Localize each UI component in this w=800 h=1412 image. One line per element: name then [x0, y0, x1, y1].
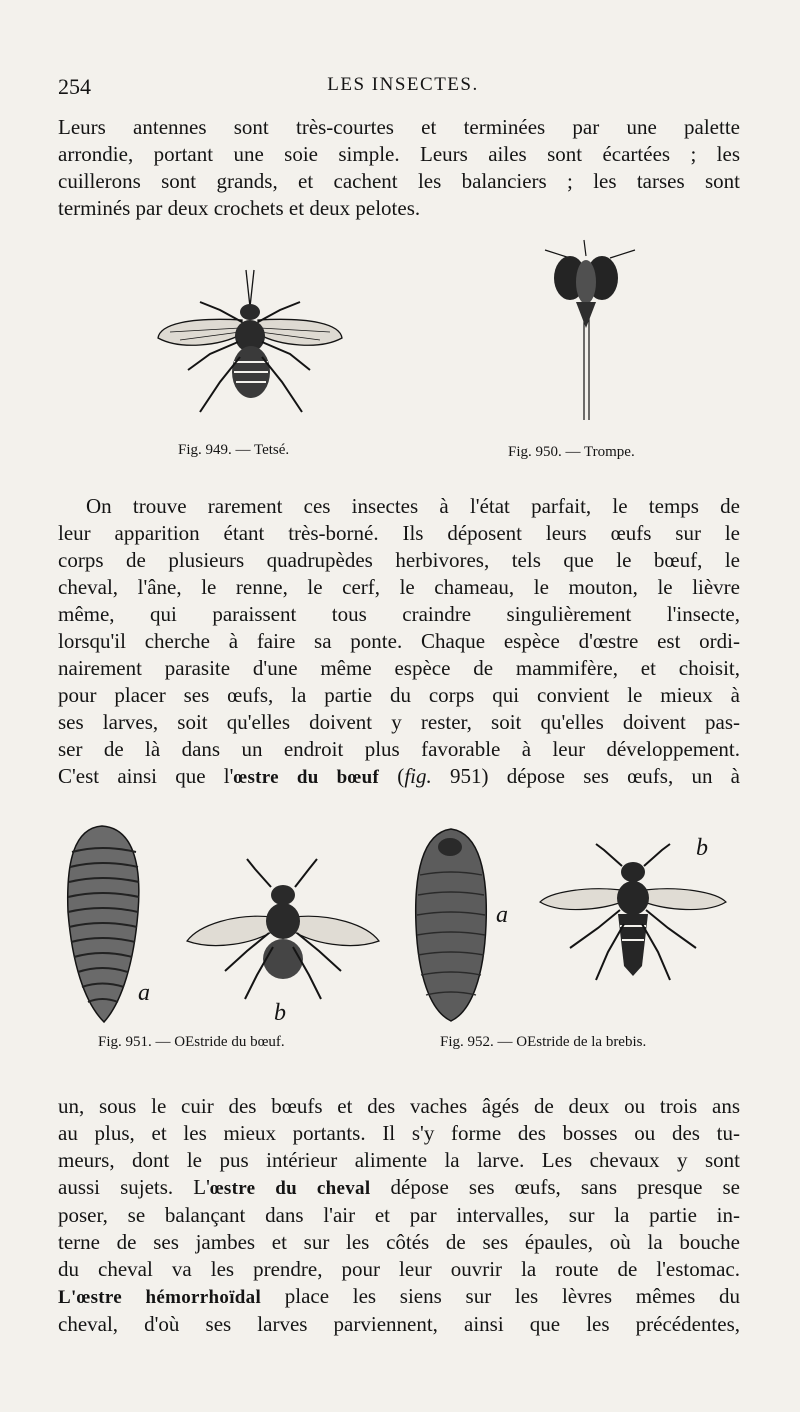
label-b-left: b — [274, 1000, 286, 1026]
text-line: au plus, et les mieux portants. Il s'y forme des bosses ou des tu- — [58, 1121, 740, 1145]
figure-949-caption: Fig. 949. — Tetsé. — [178, 442, 290, 458]
text-line: cheval, l'âne, le renne, le cerf, le chameau, le mouton, le lièvre — [58, 575, 740, 599]
tsetse-fly-illustration — [150, 262, 350, 432]
figure-951-caption: Fig. 951. — OEstride du bœuf. — [98, 1034, 285, 1050]
text-line: poser, se balançant dans l'air et par intervalles, sur la partie in- — [58, 1203, 740, 1227]
fig-reference: fig. — [404, 764, 432, 788]
text-line — [58, 1174, 740, 1202]
text-line: Leurs antennes sont très-courtes et terminées par une palette — [58, 115, 740, 139]
paragraph-1 — [58, 114, 740, 222]
text-run: ( — [379, 764, 405, 788]
text-run: dépose ses œufs, sans presque se — [370, 1175, 741, 1199]
sheep-botfly-adult-illustration — [538, 840, 728, 990]
text-line: cuillerons sont grands, et cachent les balanciers ; les tarses sont — [58, 169, 740, 193]
sheep-botfly-larva-illustration — [412, 825, 490, 1025]
text-line: leur apparition étant très-borné. Ils déposent leurs œufs sur le — [58, 521, 740, 545]
ox-botfly-larva-illustration — [62, 822, 146, 1027]
figure-950-caption: Fig. 950. — Trompe. — [508, 444, 635, 460]
term-oestre-du-cheval: œstre du cheval — [209, 1178, 371, 1199]
text-line: nairement parasite d'une même espèce de mammifère, et choisit, — [58, 656, 740, 680]
label-a-left: a — [138, 980, 150, 1006]
paragraph-2 — [58, 493, 740, 791]
text-line: arrondie, portant une soie simple. Leurs ailes sont écartées ; les — [58, 142, 740, 166]
text-line: un, sous le cuir des bœufs et des vaches âgés de deux ou trois ans — [58, 1094, 740, 1118]
text-line: terminés par deux crochets et deux pelotes. — [58, 196, 421, 220]
text-line — [58, 1283, 740, 1311]
ox-botfly-adult-illustration — [185, 855, 381, 1005]
page-number: 254 — [58, 74, 91, 99]
figure-952-caption: Fig. 952. — OEstride de la brebis. — [440, 1034, 647, 1050]
text-run: place les siens sur les lèvres mêmes du — [261, 1284, 740, 1308]
label-a-right: a — [496, 902, 508, 928]
text-line: meurs, dont le pus intérieur alimente la larve. Les chevaux y sont — [58, 1148, 740, 1172]
page-header — [58, 74, 748, 104]
text-run: C'est ainsi que l' — [58, 764, 234, 788]
text-line: ser de là dans un endroit plus favorable à leur développement. — [58, 737, 740, 761]
label-b-right: b — [696, 835, 708, 861]
text-line — [58, 763, 740, 791]
term-oestre-hemorrhoidal: L'œstre hémorrhoïdal — [58, 1287, 262, 1308]
text-line: terne de ses jambes et sur les côtés de ses épaules, où la bouche — [58, 1230, 740, 1254]
text-line: corps de plusieurs quadrupèdes herbivores, tels que le bœuf, le — [58, 548, 740, 572]
text-line: du cheval va les prendre, pour leur ouvrir la route de l'estomac. — [58, 1257, 740, 1281]
text-run: 951) dépose ses œufs, un à — [431, 764, 740, 788]
text-line: ses larves, soit qu'elles doivent y rester, soit qu'elles doivent pas- — [58, 710, 740, 734]
running-title: LES INSECTES. — [327, 74, 479, 95]
text-line: même, qui paraissent tous craindre singulièrement l'insecte, — [58, 602, 740, 626]
proboscis-illustration — [540, 236, 640, 426]
text-line: lorsqu'il cherche à faire sa ponte. Chaque espèce d'œstre est ordi- — [58, 629, 740, 653]
term-oestre-du-boeuf: œstre du bœuf — [233, 767, 380, 788]
text-line: cheval, d'où ses larves parviennent, ainsi que les précédentes, — [58, 1312, 740, 1336]
text-line: On trouve rarement ces insectes à l'état parfait, le temps de — [86, 494, 740, 518]
paragraph-3 — [58, 1093, 740, 1338]
text-run: aussi sujets. L' — [58, 1175, 210, 1199]
text-line: pour placer ses œufs, la partie du corps qui convient le mieux à — [58, 683, 740, 707]
